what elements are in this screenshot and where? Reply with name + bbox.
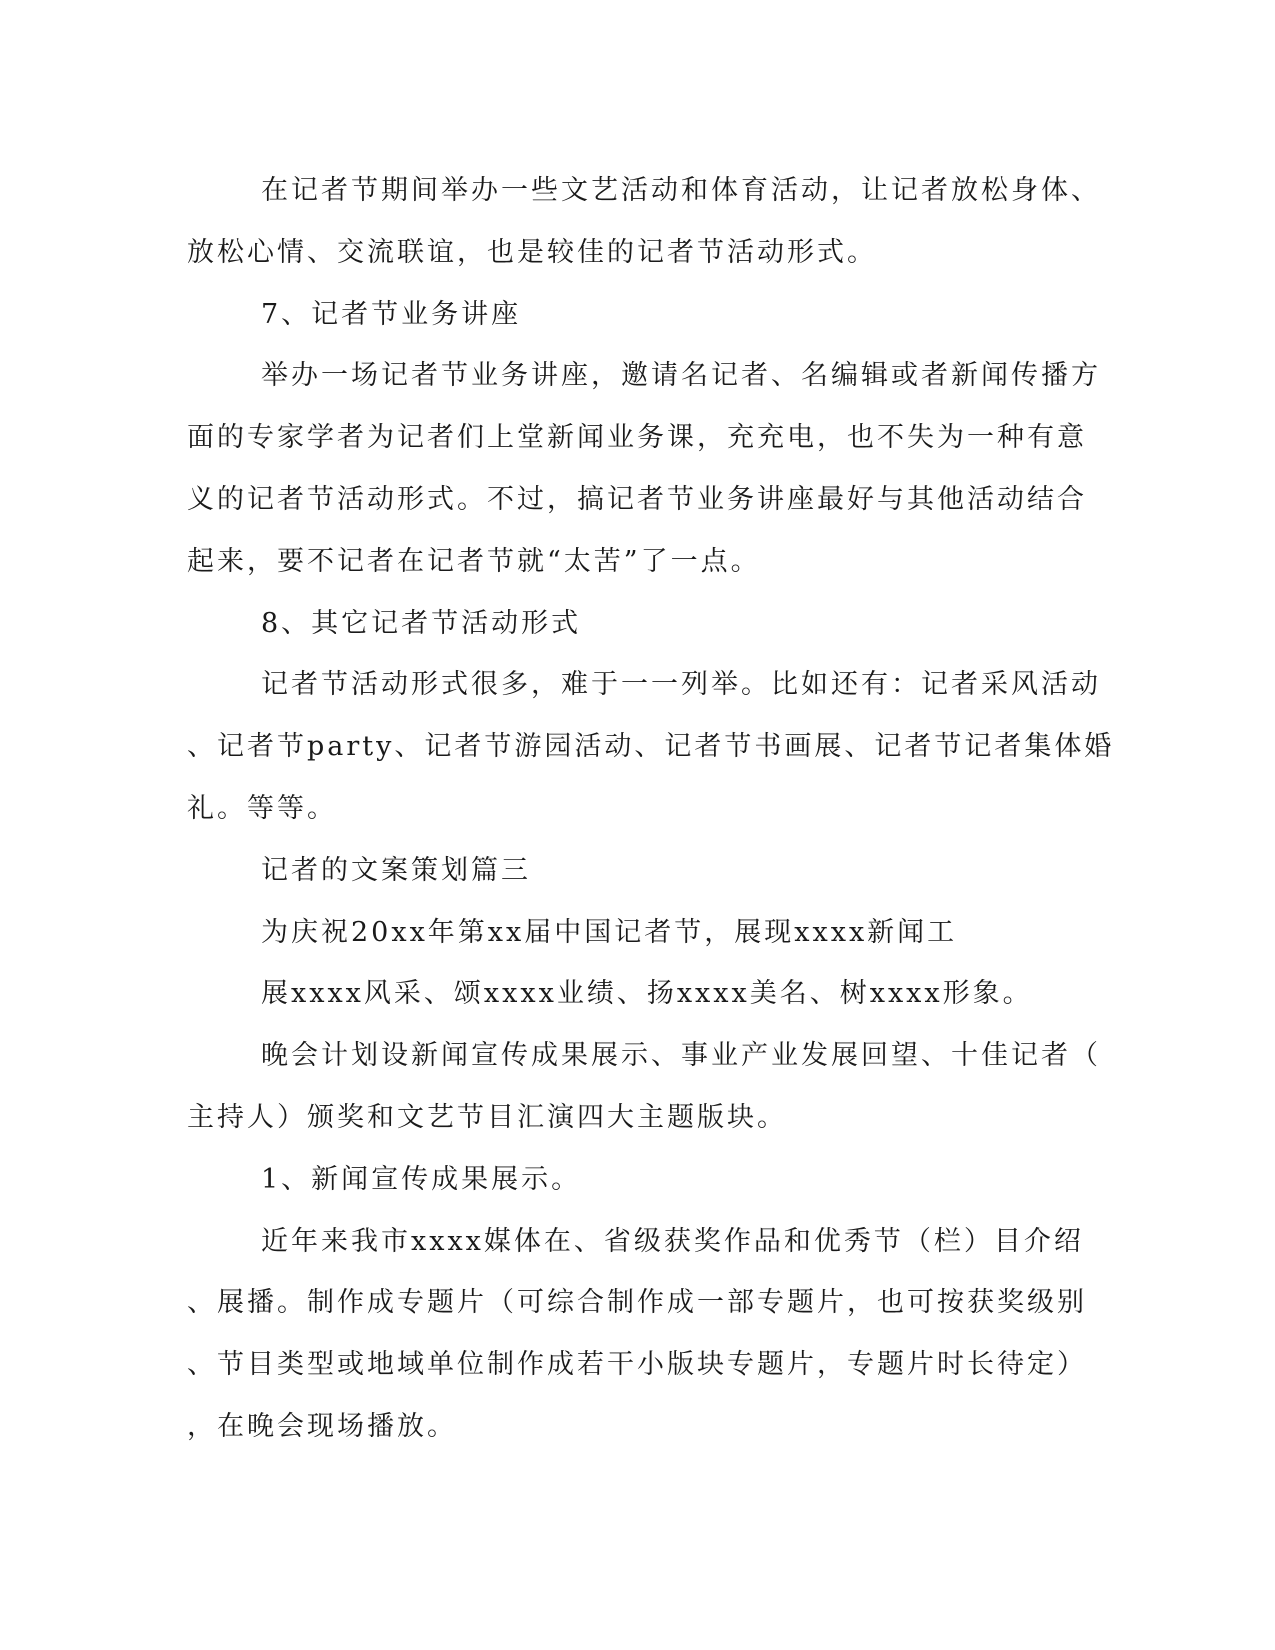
- text-line: 在记者节期间举办一些文艺活动和体育活动，让记者放松身体、: [261, 175, 1101, 206]
- text-line: 晚会计划设新闻宣传成果展示、事业产业发展回望、十佳记者（: [261, 1040, 1101, 1072]
- text-line: 举办一场记者节业务讲座，邀请名记者、名编辑或者新闻传播方: [261, 360, 1101, 392]
- section-heading: 8、其它记者节活动形式: [261, 607, 582, 639]
- text-line: 展xxxx风采、颂xxxx业绩、扬xxxx美名、树xxxx形象。: [261, 978, 1033, 1010]
- text-line: 为庆祝20xx年第xx届中国记者节，展现xxxx新闻工: [261, 916, 958, 948]
- text-line: 主持人）颁奖和文艺节目汇演四大主题版块。: [187, 1101, 787, 1133]
- text-line: 、节目类型或地域单位制作成若干小版块专题片，专题片时长待定）: [187, 1349, 1087, 1381]
- text-line: ，在晚会现场播放。: [187, 1410, 457, 1442]
- text-line: 起来，要不记者在记者节就“太苦”了一点。: [187, 545, 761, 577]
- text-line: 面的专家学者为记者们上堂新闻业务课，充充电，也不失为一种有意: [187, 422, 1087, 454]
- text-line: 义的记者节活动形式。不过，搞记者节业务讲座最好与其他活动结合: [187, 483, 1087, 515]
- text-line: 、展播。制作成专题片（可综合制作成一部专题片，也可按获奖级别: [187, 1287, 1087, 1319]
- text-line: 近年来我市xxxx媒体在、省级获奖作品和优秀节（栏）目介绍: [261, 1225, 1084, 1257]
- text-line: 记者节活动形式很多，难于一一列举。比如还有：记者采风活动: [261, 669, 1101, 701]
- section-heading: 7、记者节业务讲座: [261, 298, 522, 330]
- section-heading: 记者的文案策划篇三: [261, 854, 531, 886]
- text-line: 礼。等等。: [187, 792, 337, 824]
- document-body: [187, 160, 1115, 1458]
- text-line: 放松心情、交流联谊，也是较佳的记者节活动形式。: [187, 236, 877, 268]
- text-line: 、记者节party、记者节游园活动、记者节书画展、记者节记者集体婚: [187, 731, 1115, 763]
- section-heading: 1、新闻宣传成果展示。: [261, 1163, 582, 1195]
